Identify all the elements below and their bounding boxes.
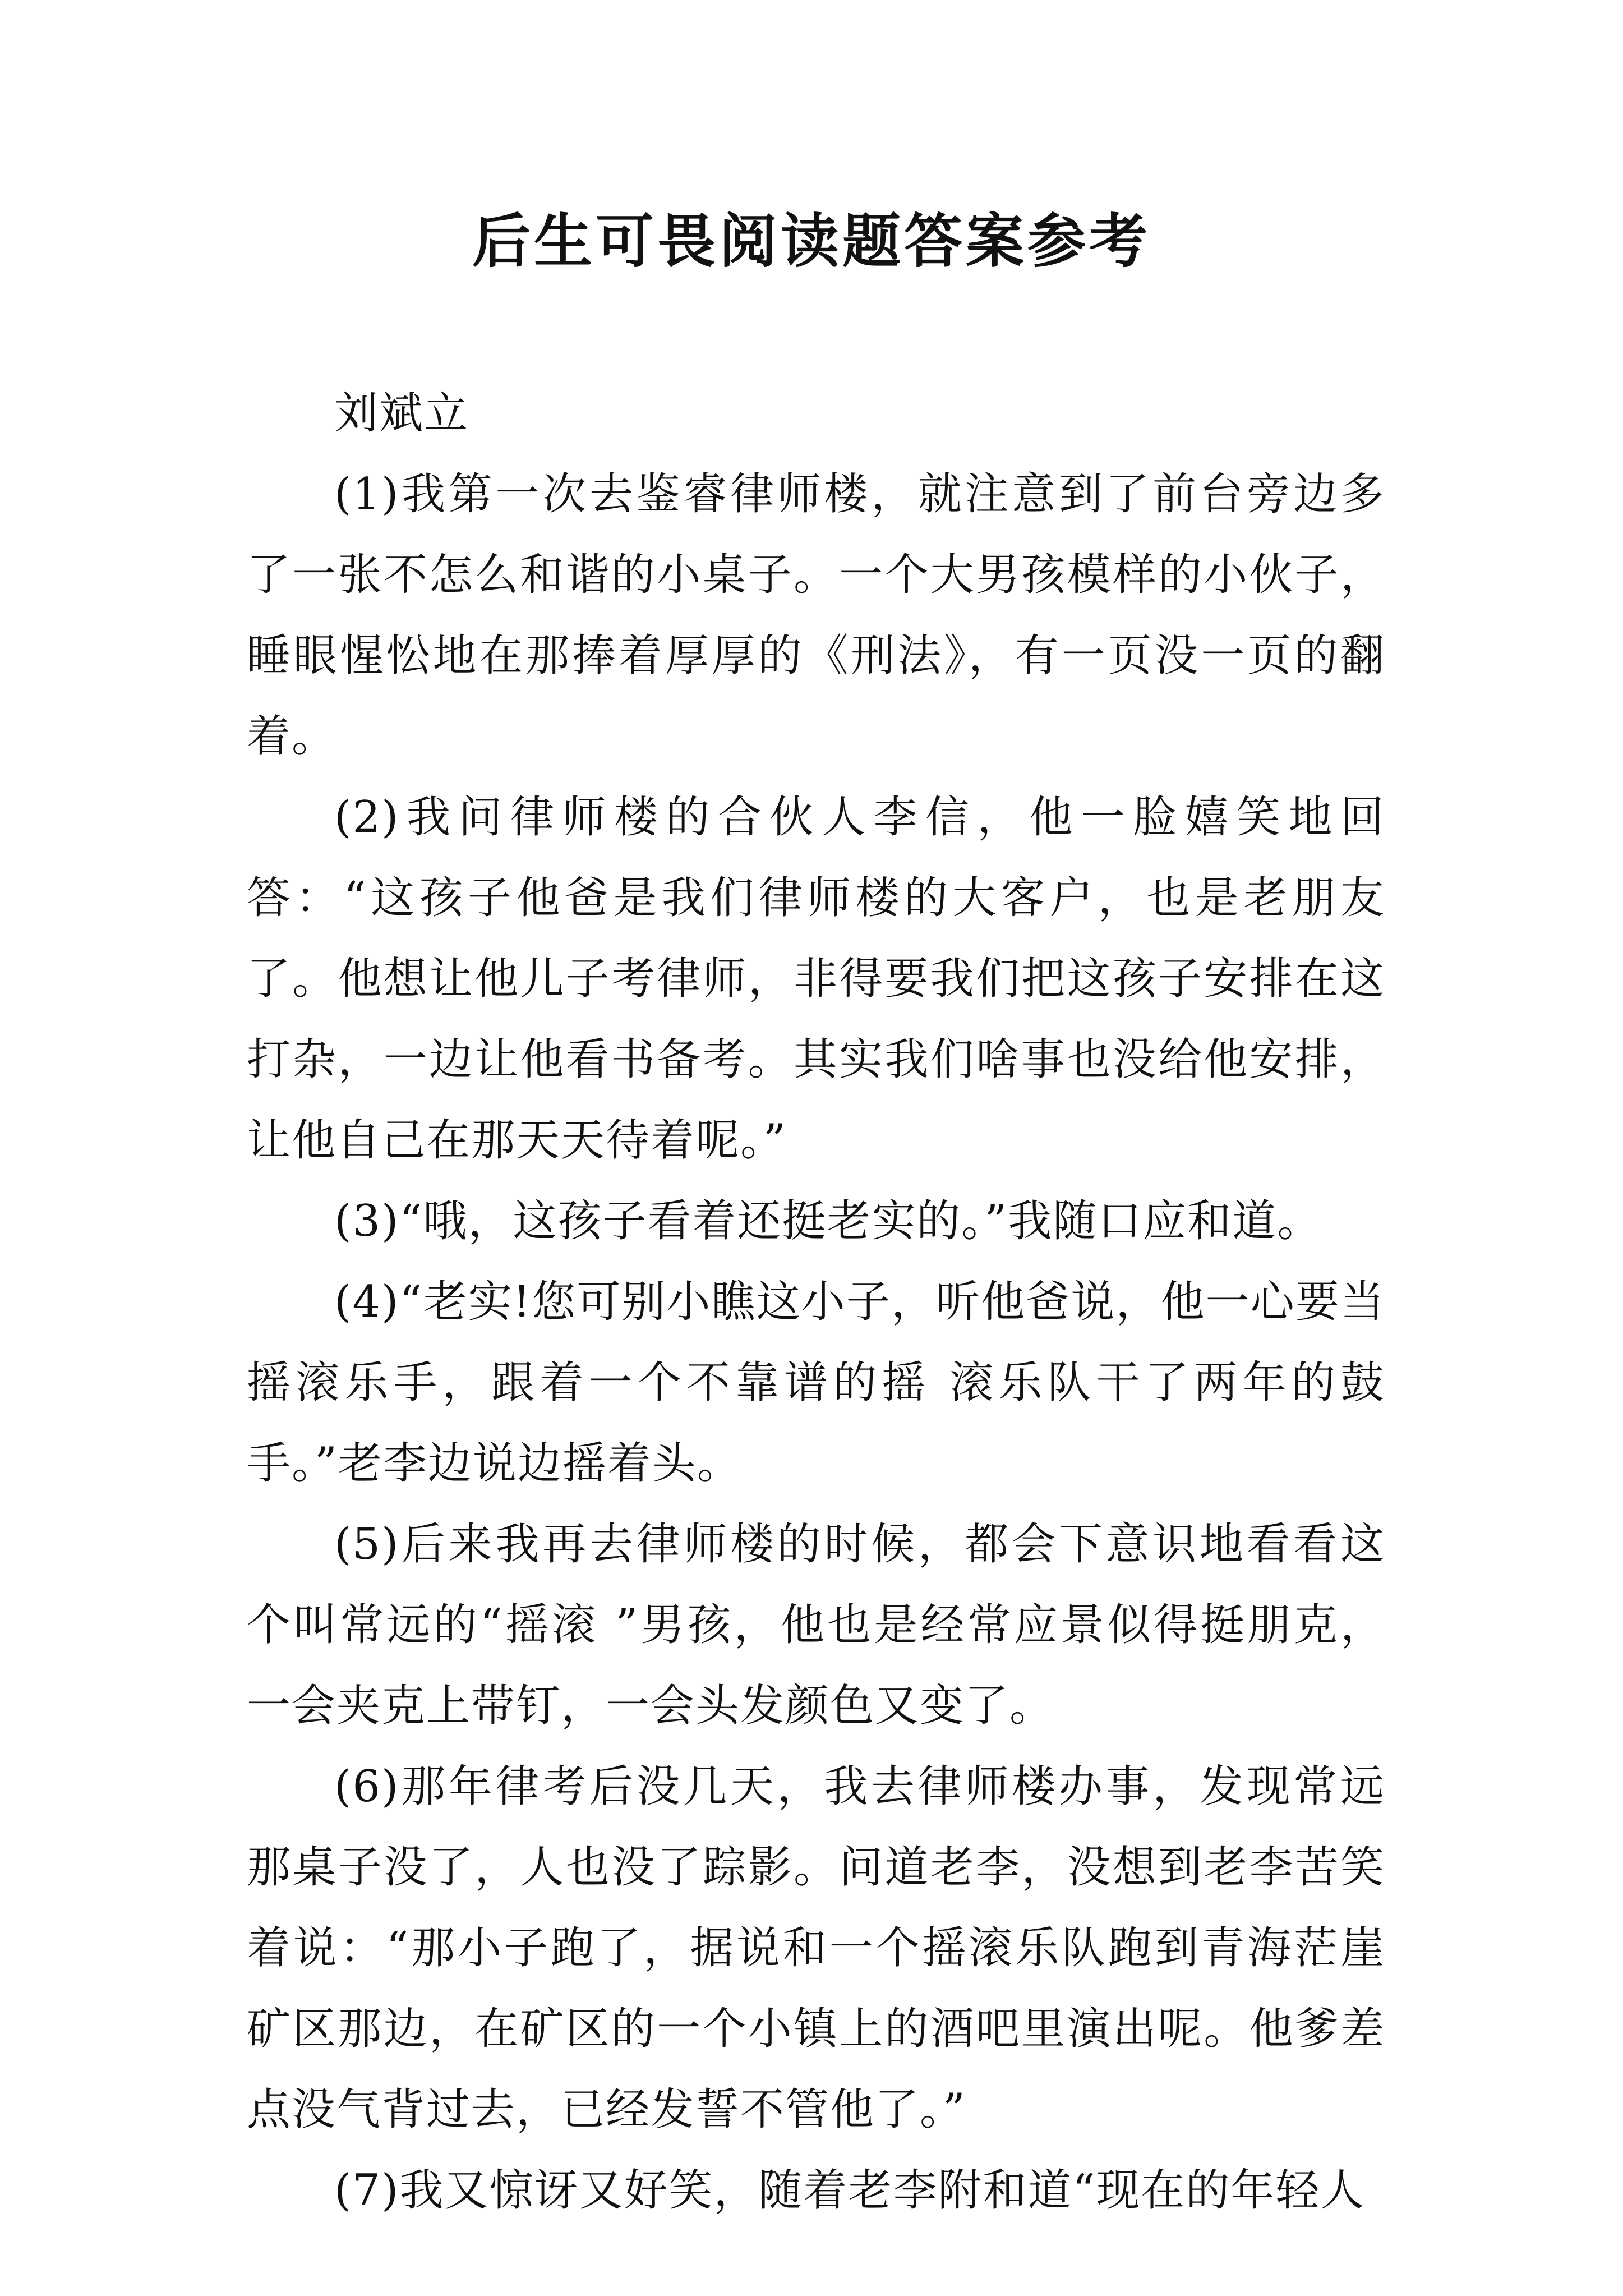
document-body <box>247 373 1385 2231</box>
paragraph-7: (7)我又惊讶又好笑，随着老李附和道“现在的年轻人 <box>334 2165 1366 2216</box>
paragraph-4: (4)“老实!您可别小瞧这小子，听他爸说，他一心要当摇滚乐手，跟着一个不靠谱的摇 滚乐队干了两年的鼓手。”老李边说边摇着头。 <box>247 1277 1385 1489</box>
paragraph-5: (5)后来我再去律师楼的时候，都会下意识地看看这个叫常远的“摇滚 ”男孩，他也是经常应景似得挺朋克，一会夹克上带钉，一会头发颜色又变了。 <box>247 1519 1385 1731</box>
paragraph-3: (3)“哦，这孩子看着还挺老实的。”我随口应和道。 <box>334 1196 1322 1246</box>
paragraph-2: (2)我问律师楼的合伙人李信，他一脸嬉笑地回答：“这孩子他爸是我们律师楼的大客户，也是老朋友了。他想让他儿子考律师，非得要我们把这孩子安排在这打杂，一边让他看书备考。其实我们啥事也没给他安排，让他自己在那天天待着呢。” <box>247 792 1385 1166</box>
paragraph-1: (1)我第一次去鉴睿律师楼，就注意到了前台旁边多了一张不怎么和谐的小桌子。一个大男孩模样的小伙子，睡眼惺忪地在那捧着厚厚的《刑法》，有一页没一页的翻着。 <box>247 469 1385 762</box>
document-title: 后生可畏阅读题答案参考 <box>472 206 1151 275</box>
paragraph-6: (6)那年律考后没几天，我去律师楼办事，发现常远那桌子没了，人也没了踪影。问道老李，没想到老李苦笑着说：“那小子跑了，据说和一个摇滚乐队跑到青海茫崖矿区那边，在矿区的一个小镇上的酒吧里演出呢。他爹差点没气背过去，已经发誓不管他了。” <box>247 1761 1385 2135</box>
author-line: 刘斌立 <box>334 388 469 439</box>
